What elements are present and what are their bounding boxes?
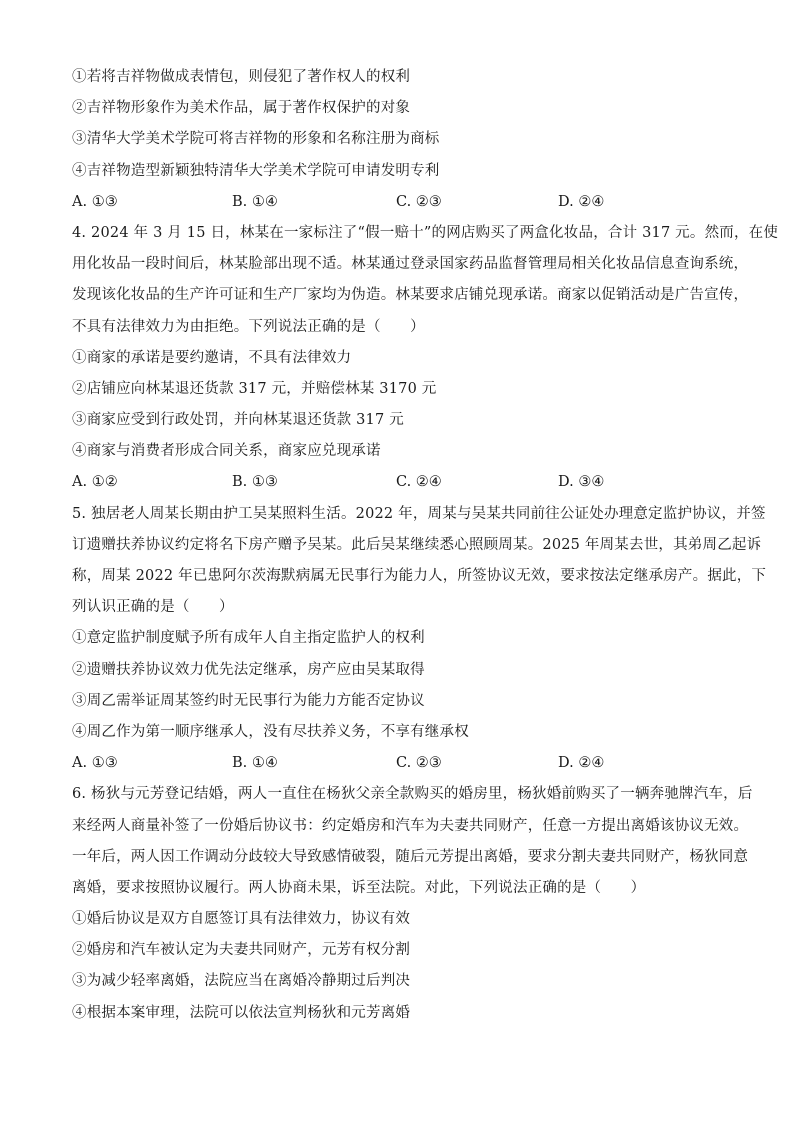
option-a: A. ①③ [72, 193, 118, 210]
answer-options [72, 748, 724, 779]
statement-2: ②吉祥物形象作为美术作品，属于著作权保护的对象 [72, 100, 411, 117]
question-6 [72, 779, 753, 1029]
statement-4: ④商家与消费者形成合同关系，商家应兑现承诺 [72, 443, 381, 460]
answer-options [72, 467, 724, 498]
question-5 [72, 499, 767, 780]
option-d: D. ②④ [558, 193, 605, 210]
statement-3: ③为减少轻率离婚，法院应当在离婚冷静期过后判决 [72, 973, 411, 990]
statement-4: ④周乙作为第一顺序继承人，没有尽扶养义务，不享有继承权 [72, 723, 469, 740]
statement-1: ①意定监护制度赋予所有成年人自主指定监护人的权利 [72, 630, 425, 647]
option-d: D. ③④ [558, 474, 605, 491]
option-c: C. ②④ [396, 474, 442, 491]
question-stem-line: 订遗赠扶养协议约定将名下房产赠予吴某。此后吴某继续悉心照顾周某。2025 年周某去世，其弟周乙起诉 [72, 536, 762, 553]
statement-4: ④吉祥物造型新颖独特清华大学美术学院可申请发明专利 [72, 162, 440, 179]
question-stem-line: 离婚，要求按照协议履行。两人协商未果，诉至法院。对此，下列说法正确的是（ ） [72, 879, 646, 896]
question-stem-line: 发现该化妆品的生产许可证和生产厂家均为伪造。林某要求店铺兑现承诺。商家以促销活动是广告宣传， [72, 287, 749, 304]
statement-1: ①婚后协议是双方自愿签订具有法律效力，协议有效 [72, 911, 411, 928]
question-stem-line: 称，周某 2022 年已患阿尔茨海默病属无民事行为能力人，所签协议无效，要求按法定继承房产。据此，下 [72, 568, 767, 584]
question-stem-line: 列认识正确的是（ ） [72, 599, 234, 616]
statement-4: ④根据本案审理，法院可以依法宣判杨狄和元芳离婚 [72, 1004, 411, 1021]
statement-1: ①商家的承诺是要约邀请，不具有法律效力 [72, 349, 352, 366]
answer-options [72, 187, 724, 218]
question-stem-line: 不具有法律效力为由拒绝。下列说法正确的是（ ） [72, 318, 425, 335]
statement-2: ②婚房和汽车被认定为夫妻共同财产，元芳有权分割 [72, 942, 411, 959]
option-c: C. ②③ [396, 755, 442, 772]
statement-3: ③清华大学美术学院可将吉祥物的形象和名称注册为商标 [72, 131, 440, 148]
question-stem-line: 6. 杨狄与元芳登记结婚，两人一直住在杨狄父亲全款购买的婚房里，杨狄婚前购买了一辆奔驰牌汽车，后 [72, 786, 753, 803]
question-stem-line: 一年后，两人因工作调动分歧较大导致感情破裂，随后元芳提出离婚，要求分割夫妻共同财产，杨狄同意 [72, 848, 749, 865]
question-stem-line: 5. 独居老人周某长期由护工吴某照料生活。2022 年，周某与吴某共同前往公证处办理意定监护协议，并签 [72, 505, 766, 522]
option-b: B. ①④ [232, 755, 278, 772]
question-4 [72, 218, 779, 499]
statement-2: ②店铺应向林某退还货款 317 元，并赔偿林某 3170 元 [72, 380, 437, 397]
statement-3: ③商家应受到行政处罚，并向林某退还货款 317 元 [72, 412, 404, 429]
statement-1: ①若将吉祥物做成表情包，则侵犯了著作权人的权利 [72, 69, 411, 85]
option-b: B. ①③ [232, 474, 278, 491]
option-c: C. ②③ [396, 193, 442, 210]
statement-2: ②遗赠扶养协议效力优先法定继承，房产应由吴某取得 [72, 661, 425, 678]
option-a: A. ①② [72, 474, 118, 491]
option-a: A. ①③ [72, 755, 118, 772]
question-stem-line: 4. 2024 年 3 月 15 日，林某在一家标注了“假一赔十”的网店购买了两盒化妆品，合计 317 元。然而，在使 [72, 224, 779, 241]
question-stem-line: 用化妆品一段时间后，林某脸部出现不适。林某通过登录国家药品监督管理局相关化妆品信息查询系统， [72, 256, 749, 273]
statement-3: ③周乙需举证周某签约时无民事行为能力方能否定协议 [72, 692, 425, 709]
option-d: D. ②④ [558, 755, 605, 772]
question-stem-line: 来经两人商量补签了一份婚后协议书：约定婚房和汽车为夫妻共同财产，任意一方提出离婚该协议无效。 [72, 817, 749, 834]
exam-page [72, 62, 779, 1029]
question-3 [72, 62, 724, 218]
option-b: B. ①④ [232, 193, 278, 210]
